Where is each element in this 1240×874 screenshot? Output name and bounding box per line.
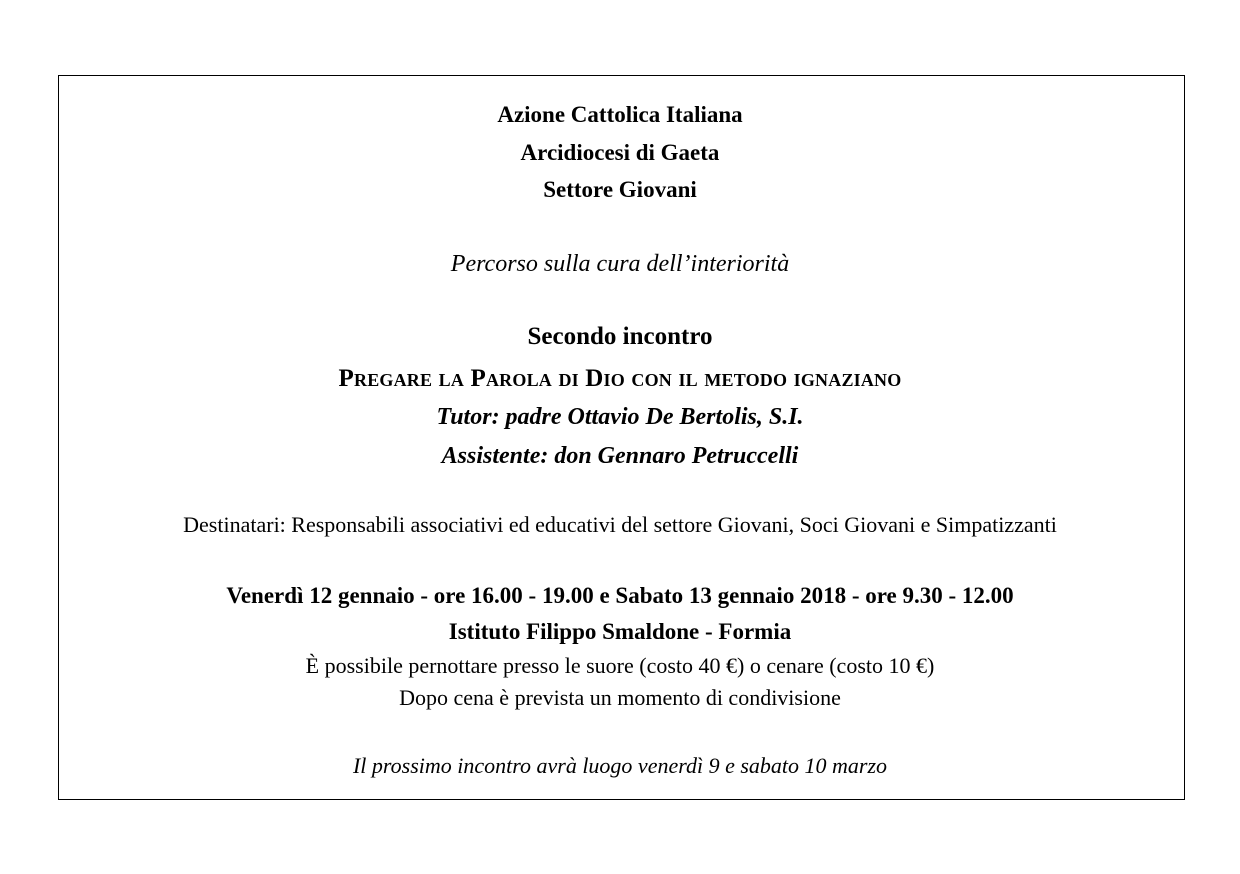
series-title: Percorso sulla cura dell’interiorità bbox=[450, 251, 790, 277]
lodging-line: È possibile pernottare presso le suore (costo 40 €) o cenare (costo 10 €) bbox=[305, 653, 935, 678]
diocese-name: Arcidiocesi di Gaeta bbox=[520, 140, 720, 165]
meeting-title: Pregare la Parola di Dio con il metodo ignaziano bbox=[338, 365, 902, 392]
tutor-line: Tutor: padre Ottavio De Bertolis, S.I. bbox=[436, 404, 804, 430]
assistant-line: Assistente: don Gennaro Petruccelli bbox=[441, 443, 799, 469]
audience-line: Destinatari: Responsabili associativi ed educativi del settore Giovani, Soci Giovani e Simpatizzanti bbox=[183, 512, 1057, 537]
after-dinner-line: Dopo cena è prevista un momento di condivisione bbox=[399, 685, 841, 710]
sector-name: Settore Giovani bbox=[543, 177, 697, 202]
venue-line: Istituto Filippo Smaldone - Formia bbox=[448, 619, 792, 644]
meeting-number: Secondo incontro bbox=[527, 323, 713, 350]
organization-name: Azione Cattolica Italiana bbox=[497, 102, 743, 127]
next-meeting-line: Il prossimo incontro avrà luogo venerdì 9 e sabato 10 marzo bbox=[352, 753, 888, 778]
schedule-dates: Venerdì 12 gennaio - ore 16.00 - 19.00 e Sabato 13 gennaio 2018 - ore 9.30 - 12.00 bbox=[226, 583, 1014, 608]
